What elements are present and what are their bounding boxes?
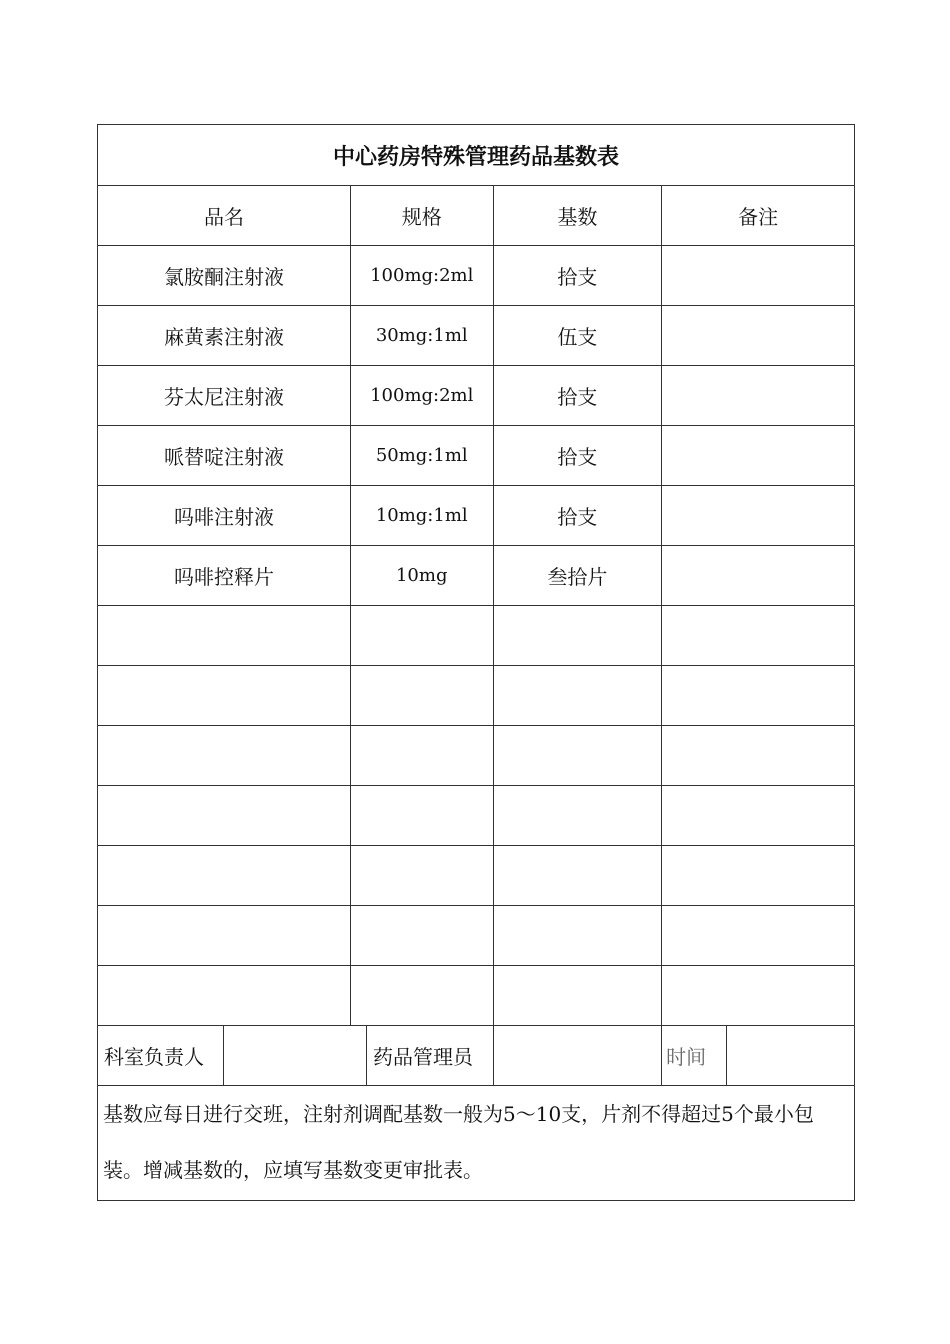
empty-row <box>98 966 855 1026</box>
empty-cell[interactable] <box>662 786 855 846</box>
empty-cell[interactable] <box>98 966 351 1026</box>
empty-cell[interactable] <box>98 906 351 966</box>
table-row <box>98 246 855 306</box>
drug-note-cell[interactable] <box>662 546 855 606</box>
time-field[interactable] <box>727 1026 855 1086</box>
empty-cell[interactable] <box>98 606 351 666</box>
empty-cell[interactable] <box>493 726 662 786</box>
header-note: 备注 <box>662 186 855 246</box>
empty-row <box>98 786 855 846</box>
drug-note-cell[interactable] <box>662 486 855 546</box>
drug-spec-cell: 50mg:1ml <box>350 426 493 486</box>
drug-count-cell: 叁拾片 <box>493 546 662 606</box>
empty-cell[interactable] <box>493 846 662 906</box>
drug-note-cell[interactable] <box>662 306 855 366</box>
empty-cell[interactable] <box>662 966 855 1026</box>
form-title: 中心药房特殊管理药品基数表 <box>98 125 855 186</box>
table-row <box>98 426 855 486</box>
drug-name-cell: 吗啡控释片 <box>98 546 351 606</box>
table-row <box>98 366 855 426</box>
empty-cell[interactable] <box>98 786 351 846</box>
empty-cell[interactable] <box>350 726 493 786</box>
empty-cell[interactable] <box>662 606 855 666</box>
dept-head-field[interactable] <box>224 1026 367 1086</box>
header-count: 基数 <box>493 186 662 246</box>
drug-note-cell[interactable] <box>662 246 855 306</box>
empty-row <box>98 726 855 786</box>
empty-cell[interactable] <box>493 786 662 846</box>
dept-head-label: 科室负责人 <box>98 1026 224 1086</box>
empty-cell[interactable] <box>350 846 493 906</box>
empty-cell[interactable] <box>98 846 351 906</box>
empty-row <box>98 906 855 966</box>
empty-cell[interactable] <box>350 906 493 966</box>
empty-cell[interactable] <box>350 606 493 666</box>
drug-manager-label: 药品管理员 <box>367 1026 493 1086</box>
table-row <box>98 546 855 606</box>
drug-name-cell: 麻黄素注射液 <box>98 306 351 366</box>
empty-row <box>98 606 855 666</box>
empty-cell[interactable] <box>350 666 493 726</box>
drug-name-cell: 吗啡注射液 <box>98 486 351 546</box>
drug-name-cell: 哌替啶注射液 <box>98 426 351 486</box>
empty-cell[interactable] <box>350 786 493 846</box>
empty-cell[interactable] <box>350 966 493 1026</box>
empty-cell[interactable] <box>98 726 351 786</box>
header-row <box>98 186 855 246</box>
empty-cell[interactable] <box>662 846 855 906</box>
drug-name-cell: 芬太尼注射液 <box>98 366 351 426</box>
form-table <box>97 124 855 1201</box>
empty-cell[interactable] <box>493 906 662 966</box>
drug-base-count-form <box>97 124 855 1201</box>
signature-row <box>98 1026 855 1086</box>
drug-note-cell[interactable] <box>662 426 855 486</box>
table-row <box>98 486 855 546</box>
empty-cell[interactable] <box>662 726 855 786</box>
drug-spec-cell: 10mg <box>350 546 493 606</box>
empty-cell[interactable] <box>493 666 662 726</box>
drug-spec-cell: 10mg:1ml <box>350 486 493 546</box>
drug-spec-cell: 100mg:2ml <box>350 366 493 426</box>
drug-note-cell[interactable] <box>662 366 855 426</box>
drug-count-cell: 拾支 <box>493 366 662 426</box>
drug-spec-cell: 100mg:2ml <box>350 246 493 306</box>
drug-spec-cell: 30mg:1ml <box>350 306 493 366</box>
table-row <box>98 306 855 366</box>
drug-manager-field[interactable] <box>493 1026 662 1086</box>
empty-cell[interactable] <box>98 666 351 726</box>
empty-cell[interactable] <box>662 906 855 966</box>
drug-count-cell: 拾支 <box>493 246 662 306</box>
drug-count-cell: 伍支 <box>493 306 662 366</box>
header-spec: 规格 <box>350 186 493 246</box>
time-label: 时间 <box>662 1026 727 1086</box>
empty-cell[interactable] <box>493 606 662 666</box>
footnote: 基数应每日进行交班，注射剂调配基数一般为5～10支，片剂不得超过5个最小包装。增减基数的，应填写基数变更审批表。 <box>98 1086 855 1201</box>
empty-row <box>98 666 855 726</box>
header-name: 品名 <box>98 186 351 246</box>
drug-count-cell: 拾支 <box>493 426 662 486</box>
empty-cell[interactable] <box>662 666 855 726</box>
empty-cell[interactable] <box>493 966 662 1026</box>
drug-count-cell: 拾支 <box>493 486 662 546</box>
empty-row <box>98 846 855 906</box>
drug-name-cell: 氯胺酮注射液 <box>98 246 351 306</box>
